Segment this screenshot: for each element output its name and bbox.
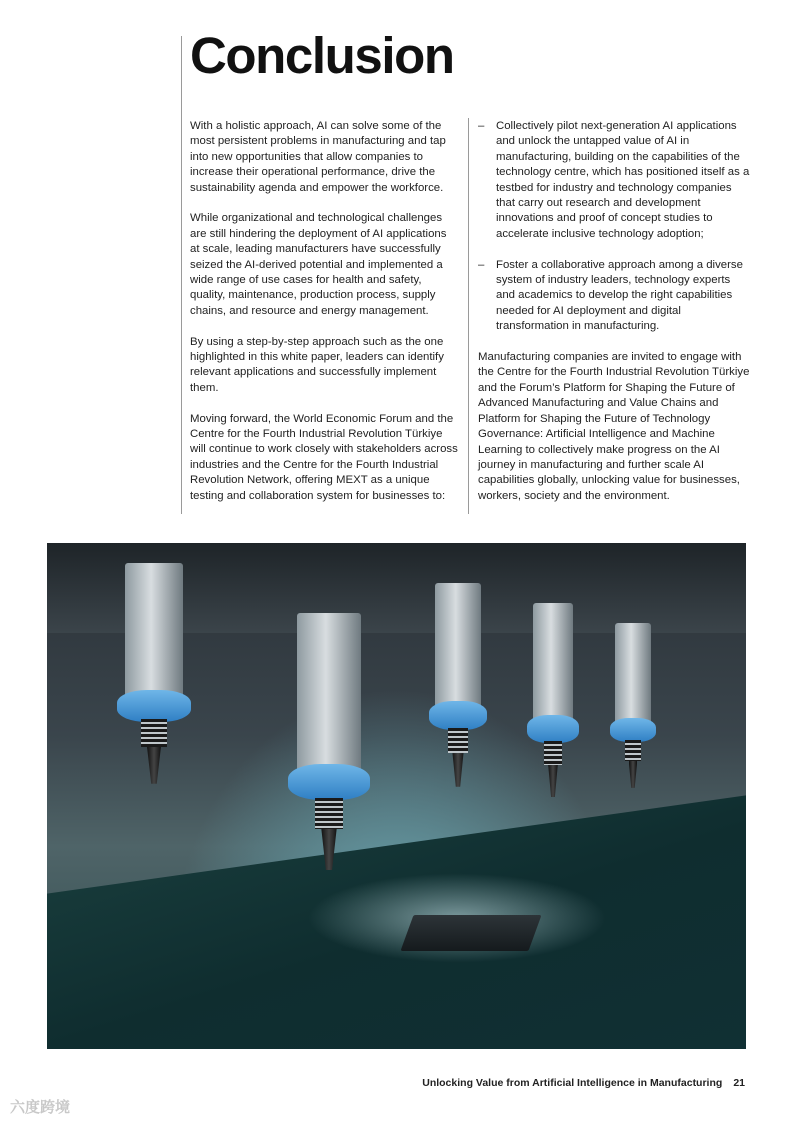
pick-and-place-nozzle <box>297 613 361 873</box>
paragraph: Moving forward, the World Economic Forum and the Centre for the Fourth Industrial Revolution Türkiye will continue to work closely with stakeholders across industries and the Centre for the Fourth Industrial Revolution Network, offering MEXT as a unique testing and collaboration system for businesses to: <box>190 412 458 502</box>
watermark-text: 六度跨境 <box>10 1099 71 1116</box>
paragraph: While organizational and technological challenges are still hindering the deployment of AI applications at scale, leading manufacturers have successfully seized the AI-derived potential and implemented a wide range of use cases for health and safety, quality, maintenance, production process, supply chains, and resource and energy management. <box>190 212 447 317</box>
pick-and-place-nozzle <box>533 603 573 803</box>
paragraph: With a holistic approach, AI can solve some of the most persistent problems in manufacturing and tap into new opportunities that allow companies to increase their operational performance, drive the sustainability agenda and empower the workforce. <box>190 120 446 194</box>
microchip <box>400 915 541 951</box>
column-divider-rule <box>468 118 469 514</box>
pick-and-place-nozzle <box>615 623 651 793</box>
running-title: Unlocking Value from Artificial Intelligence in Manufacturing <box>422 1077 723 1089</box>
pick-and-place-nozzle <box>125 563 183 793</box>
watermark-logo <box>10 1096 70 1117</box>
left-vertical-rule <box>181 36 182 514</box>
manufacturing-robot-photo <box>47 543 746 1049</box>
page-number: 21 <box>733 1077 745 1089</box>
page-footer <box>422 1077 745 1089</box>
right-column <box>478 119 750 520</box>
paragraph: By using a step-by-step approach such as the one highlighted in this white paper, leaders can identify relevant applications and successfully implement them. <box>190 335 444 394</box>
bullet-item <box>478 119 750 242</box>
bullet-item <box>478 258 750 335</box>
left-column <box>190 119 458 520</box>
closing-paragraph: Manufacturing companies are invited to engage with the Centre for the Fourth Industrial Revolution Türkiye and the Forum’s Platform for Shaping the Future of Advanced Manufacturing and Value Chains and Platform for Shaping the Future of Technology Governance: Artificial Intelligence and Machine Learning to collectively make progress on the AI journey in manufacturing and further scale AI capabilities globally, unlocking value for businesses, workers, society and the environment. <box>478 351 750 502</box>
bullet-dash: – <box>478 120 485 132</box>
bullet-dash: – <box>478 258 485 271</box>
page-title: Conclusion <box>190 27 454 84</box>
bullet-text: Collectively pilot next-generation AI applications and unlock the untapped value of AI in manufacturing, building on the capabilities of the technology centre, which has positioned itself as a testbed for industry and technology companies that carry out research and development innovations and proof of concept studies to accelerate inclusive technology adoption; <box>496 120 750 240</box>
bullet-text: Foster a collaborative approach among a diverse system of industry leaders, technology experts and academics to develop the right capabilities needed for AI deployment and digital transformation in manufacturing. <box>496 258 743 333</box>
pick-and-place-nozzle <box>435 583 481 793</box>
